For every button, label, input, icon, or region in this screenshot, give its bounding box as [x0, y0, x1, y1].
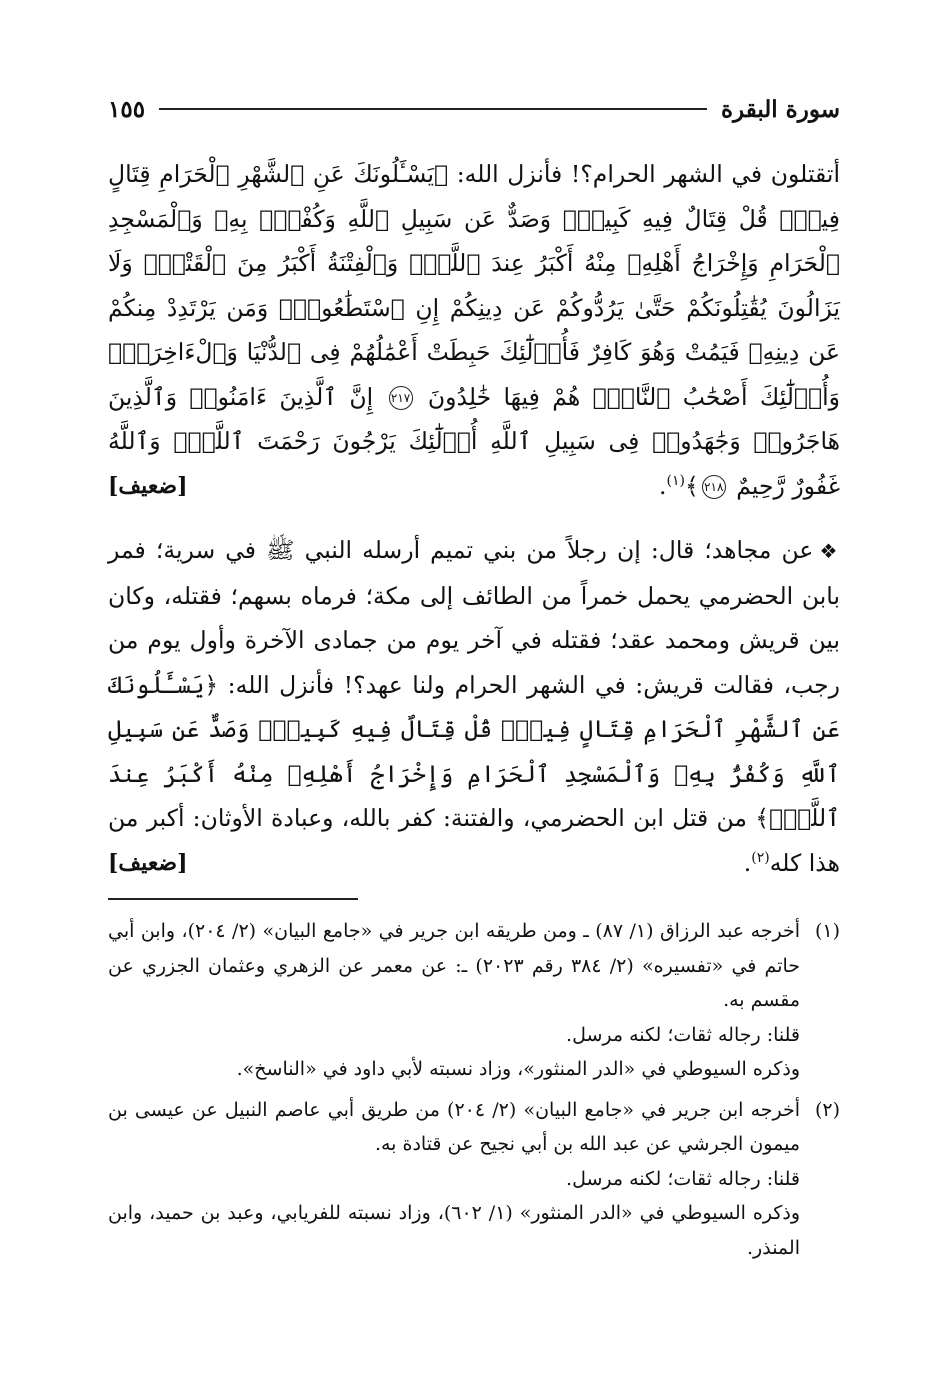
footnote-line: أخرجه عبد الرزاق (١/ ٨٧) ـ ومن طريقه ابن جرير في «جامع البيان» (٢/ ٢٠٤)، وابن أبي حاتم في «تفسيره» (٢/ ٣٨٤ رقم ٢٠٢٣) ـ: عن معمر عن الزهري وعثمان الجزري عن مقسم به. — [108, 920, 801, 1011]
verse-number-218: ٢١٨ — [702, 475, 726, 499]
footnote-number: (٢) — [814, 1098, 840, 1121]
paragraph-2 — [108, 528, 840, 885]
footnote-ref-1[interactable]: (١) — [666, 472, 685, 489]
footnote-line: أخرجه ابن جرير في «جامع البيان» (٢/ ٢٠٤) من طريق أبي عاصم النبيل عن عيسى بن ميمون الجرشي عن عبد الله بن أبي نجيح عن قتادة به. — [108, 1098, 801, 1155]
surah-title: سورة البقرة — [720, 95, 840, 123]
footnote-line: قلنا: رجاله ثقات؛ لكنه مرسل. — [566, 1167, 800, 1190]
paragraph-1-end: . — [659, 471, 667, 500]
footnote-text — [108, 1093, 800, 1266]
page-number: ١٥٥ — [108, 95, 146, 123]
quran-close-bracket: ﴾ — [684, 471, 699, 500]
footnote-line: قلنا: رجاله ثقات؛ لكنه مرسل. — [566, 1023, 800, 1046]
diamond-bullet-icon: ❖ — [819, 539, 840, 563]
quran-quote-1: ﴿يَسْـَٔلُونَكَ عَنِ ٱلشَّهْرِ ٱلْحَرَامِ قِتَالٍ فِيهِۖ قُلْ قِتَالٌ فِيهِ كَبِيرٌۚ وَصَدٌّ عَن سَبِيلِ ٱللَّهِ وَكُفْرٌۢ بِهِۦ وَٱلْمَسْجِدِ ٱلْحَرَامِ وَإِخْرَاجُ أَهْلِهِۦ مِنْهُ أَكْبَرُ عِندَ ٱللَّهِۚ وَٱلْفِتْنَةُ أَكْبَرُ مِنَ ٱلْقَتْلِۗ وَلَا يَزَالُونَ يُقَٰتِلُونَكُمْ حَتَّىٰ يَرُدُّوكُمْ عَن دِينِكُمْ إِنِ ٱسْتَطَٰعُوا۟ۚ وَمَن يَرْتَدِدْ مِنكُمْ عَن دِينِهِۦ فَيَمُتْ وَهُوَ كَافِرٌ فَأُو۟لَٰٓئِكَ حَبِطَتْ أَعْمَٰلُهُمْ فِى ٱلدُّنْيَا وَٱلْءَاخِرَةِۖ وَأُو۟لَٰٓئِكَ أَصْحَٰبُ ٱلنَّارِۖ هُمْ فِيهَا خَٰلِدُونَ — [108, 160, 840, 411]
footnote-number: (١) — [814, 920, 840, 942]
footnote-text — [108, 914, 800, 1087]
quran-quote-2: إِنَّ ٱلَّذِينَ ءَامَنُوا۟ وَٱلَّذِينَ هَاجَرُوا۟ وَجَٰهَدُوا۟ فِى سَبِيلِ ٱللَّهِ أُو۟لَٰٓئِكَ يَرْجُونَ رَحْمَتَ ٱللَّهِۚ وَٱللَّهُ غَفُورٌ رَّحِيمٌ — [108, 382, 840, 500]
paragraph-2-text-b: من قتل ابن الحضرمي، والفتنة: كفر بالله، وعبادة الأوثان: أكبر من هذا كله — [108, 804, 840, 877]
verse-number-217: ٢١٧ — [389, 386, 413, 410]
paragraph-1 — [108, 152, 840, 508]
paragraph-2-end: . — [743, 848, 752, 877]
paragraph-1-intro: أتقتلون في الشهر الحرام؟! فأنزل الله: — [448, 160, 840, 188]
footnote-1 — [108, 914, 840, 1087]
header-rule — [159, 108, 707, 110]
footnote-ref-2[interactable]: (٢) — [751, 849, 770, 866]
footnote-line: وذكره السيوطي في «الدر المنثور» (١/ ٦٠٢)، وزاد نسبته للفريابي، وعبد بن حميد، وابن المنذر. — [108, 1202, 800, 1259]
footnote-line: وذكره السيوطي في «الدر المنثور»، وزاد نسبته لأبي داود في «الناسخ». — [236, 1058, 800, 1080]
grade-badge-2: [ضعيف] — [108, 849, 188, 876]
main-text — [108, 152, 840, 885]
page-header — [108, 88, 840, 130]
quran-quote-3: ﴿يَسْـَٔلُونَكَ عَنِ ٱلشَّهْرِ ٱلْحَرَامِ قِتَالٍ فِيهِۖ قُلْ قِتَالٌ فِيهِ كَبِيرٌۚ وَصَدٌّ عَن سَبِيلِ ٱللَّهِ وَكُفْرٌۢ بِهِۦ وَٱلْمَسْجِدِ ٱلْحَرَامِ وَإِخْرَاجُ أَهْلِهِۦ مِنْهُ أَكْبَرُ عِندَ ٱللَّهِۚ﴾ — [108, 670, 840, 832]
paragraph-2-text-a: عن مجاهد؛ قال: إن رجلاً من بني تميم أرسله النبي ﷺ في سرية؛ فمر بابن الحضرمي يحمل خمراً من الطائف إلى مكة؛ فرماه بسهم؛ فقتله، وكان بين قريش ومحمد عقد؛ فقتله في آخر يوم من جمادى الآخرة وأول يوم من رجب، فقالت قريش: في الشهر الحرام ولنا عهد؟! فأنزل الله: — [108, 536, 840, 699]
footnote-2 — [108, 1093, 840, 1266]
footnotes — [108, 914, 840, 1265]
grade-badge-1: [ضعيف] — [108, 472, 188, 499]
footnote-divider — [108, 898, 358, 900]
